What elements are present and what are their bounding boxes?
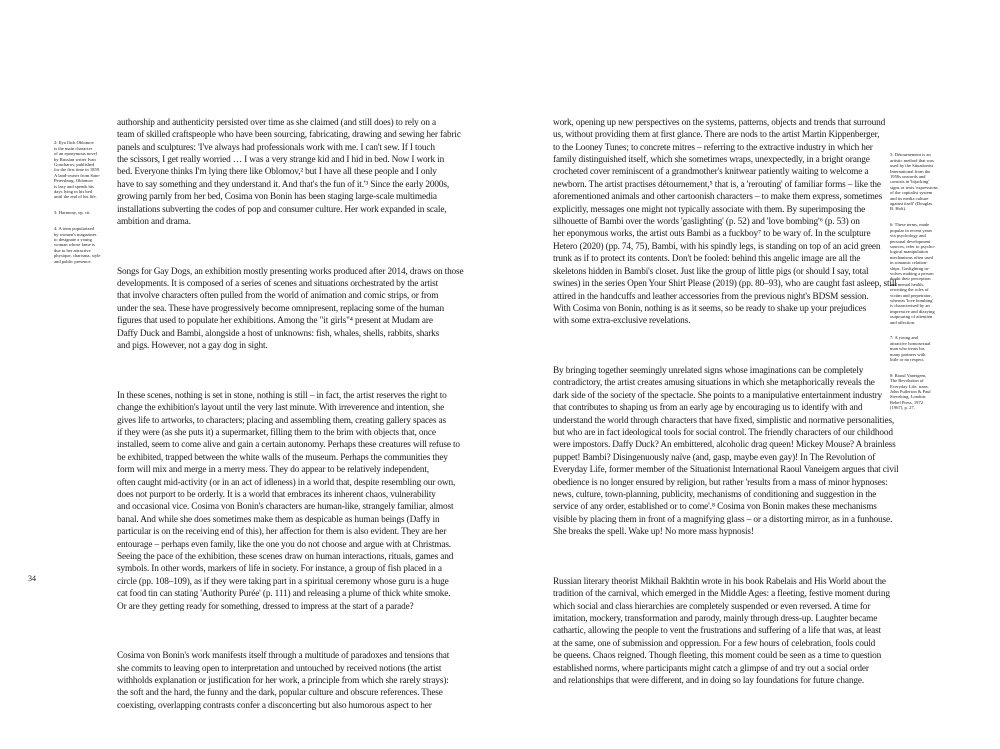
body-paragraph: authorship and authenticity persisted over time as she claimed (and still does) to rely on a team of skilled craftspeople who have been sourcing, fabricating, drawing and sewing her fabric panels and sculptures: 'I've always had professionals work with me. I can't sew. If I touch the scissors, I get really worried … I was a very strange kid and I hid in bed. Now I work in bed. Everyone thinks I'm lying there like Oblomov,² but I have all these people and I only have to say something and they understand it. And that's the fun of it.'³ Since the early 2000s, growing parnly from her bed, Cosima von Bonin has been staging large-scale multimedia installations subverting the codes of pop and consumer culture. Her work expanded in scale, ambition and drama. [117, 117, 461, 228]
body-paragraph: Russian literary theorist Mikhail Bakhtin wrote in his book Rabelais and His World about the tradition of the carnival, which emerged in the Middle Ages: a fleeting, festive moment during which social and class hierarchies are completely suspended or even reversed. A time for imitation, mockery, transformation and parody, mainly through dress-up. Laughter became cathartic, allowing the people to vent the frustrations and suffering of a life that was, at least at the same, one of submission and oppression. For a few hours of celebration, fools could be queens. Chaos reigned. Though fleeting, this moment could be seen as a time to question established norms, where participants might catch a glimpse of and try out a social order and relationships that were different, and in doing so lay foundations for future change. [553, 576, 890, 687]
body-paragraph: Cosima von Bonin's work manifests itself through a multitude of paradoxes and tensions that she commits to leaving open to interpretation and untouched by received notions (the artist withholds explanation or justification for her work, a principle from which she rarely strays): the soft and the hard, the funny and the dark, popular culture and obscure references. These coexisting, overlapping contrasts confer a disconcerting but also humorous aspect to her [117, 651, 450, 711]
left-margin-notes [54, 135, 104, 274]
footnote-2: 2: Ilya Ilich Oblomov is the main character of an eponymous novel by Russian writer Ivan Goncharov, published for the first time in 1859. A land-owner from Sain- Petersburg, Oblomov is lazy and spends his days lying in his bed until the end of his life. [54, 140, 101, 200]
page-number: 34 [28, 574, 36, 583]
right-margin-notes [890, 147, 940, 421]
body-paragraph: In these scenes, nothing is set in stone, nothing is still – in fact, the artist reserves the right to change the exhibition's layout until the very last minute. With irreverence and intention, she gives life to artworks, to characters; placing and assembling them, creating gallery spaces as if they were (as she puts it) a supermarket, filling them to the brim with objects that, once installed, seem to come alive and gain a certain autonomy. Perhaps these creatures will refuse to be exhibited, trapped between the white walls of the museum. Perhaps the communities they form will mix and merge in a merry mess. They do appear to be relatively independent, often caught mid-activity (or in an act of idleness) in a world that, despite resembling our own, does not purport to be orderly. It is a world that embraces its inherent chaos, vulnerability and occasional vice. Cosima von Bonin's characters are human-like, strangely familiar, almost banal. And while she does sometimes make them as despicable as human beings (Daffy in particular is on the receiving end of this), her affection for them is also evident. They are her entourage – perhaps even family, like the one you do not choose and argue with at Christmas. Seeing the pace of the exhibition, these scenes draw on human interactions, rituals, games and symbols. In other words, markers of life in society. For instance, a group of fish placed in a circle (pp. 108–109), as if they were taking part in a spiritual ceremony whose guru is a huge cat food tin can stating 'Authority Purée' (p. 111) and releasing a plume of thick white smoke. Or are they getting ready for something, dressed to impress at the start of a parade? [117, 390, 460, 612]
right-body-text [553, 92, 899, 725]
left-body-text [117, 92, 464, 749]
footnote-7: 7: A young and attractive homosexual man who treats his many partners with little or no respect. [890, 335, 931, 363]
footnote-8: 8: Raoul Vaneigem, The Revolution of Everyday Life, trans. John Fullerton & Paul Sieveking, London: Rebel Press, 1972 [1967], p. 27. [890, 372, 931, 411]
body-paragraph: By bringing together seemingly unrelated signs whose imaginations can be completely contradictory, the artist creates amusing situations in which she metaphorically reveals the dark side of the society of the spectacle. She points to a manipulative entertainment industry that contributes to shaping us from an early age by encouraging us to identify with and understand the world through characters that have fixed, simplistic and normative personalities, but who are in fact ideological tools for social control. The friendly characters of our childhood were impostors. Daffy Duck? An embittered, alcoholic drag queen! Mickey Mouse? A brainless puppet! Bambi? Disingenuously naïve (and, gasp, maybe even gay)! In The Revolution of Everyday Life, former member of the Situationist International Raoul Vaneigem argues that civil obedience is no longer ensured by religion, but rather 'results from a mass of minor hypnoses: news, culture, town-planning, publicity, mechanisms of conditioning and suggestion in the service of any order, established or to come'.⁸ Cosima von Bonin makes these mechanisms visible by placing them in front of a magnifying glass – or a distorting mirror, as in a funhouse. She breaks the spell. Wake up! No more mass hypnosis! [553, 365, 899, 538]
footnote-6: 6: These terms, made popular in recent years via psychology and personal development sources, refer to psycho- logical manipulation mechanisms often used in romantic relation- ships. Gaslighting in- volves making a person doubt their perception and mental health, rewriting the roles of victim and perpetrator, whereas 'love bombing' is characterised by an impressive and dizzying outpouring of attention and affection. [890, 222, 936, 325]
body-paragraph: Songs for Gay Dogs, an exhibition mostly presenting works produced after 2014, draws on those developments. It is composed of a series of scenes and situations orchestrated by the artist that involve characters often pulled from the world of animation and comic strips, or from under the sea. These have progressively become omnipresent, replacing some of the human figures that used to populate her exhibitions. Among the "it girls"⁴ present at Mudam are Daffy Duck and Bambi, alongside a host of unknowns: fish, whales, shells, rabbits, sharks and pigs. However, not a gay dog in sight. [117, 266, 464, 352]
footnote-3: 3: Harmony, op. cit. [54, 210, 91, 216]
footnote-5: 5: Détournement is an artistic method that was used by the Situationist International from the 1950s onwards and consists in 'hijacking' signs or texts 'expressions of the capitalist system and its media culture against itself' (Douglas B. Holt). [890, 152, 938, 212]
body-paragraph: work, opening up new perspectives on the systems, patterns, objects and trends that surround us, without providing them at first glance. There are nods to the artist Martin Kippenberger, to the Looney Tunes; to concrete mitres – referring to the extractive industry in which her family distinguished itself, which she sometimes wraps, unexpectedly, in a bright orange crocheted cover reminiscent of a grandmother's knitwear patiently waiting to welcome a newborn. The artist practises détournement,⁵ that is, a 'rerouting' of familiar forms – like the aforementioned animals and other cartoonish characters – to make them express, sometimes explicitly, messages one might not typically associate with them. By superimposing the silhouette of Bambi over the words 'gaslighting' (p. 52) and 'love bombing'⁶ (p. 53) on her eponymous works, the artist outs Bambi as a fuckboy⁷ to be wary of. In the sculpture Hetero (2020) (pp. 74, 75), Bambi, with his spindly legs, is standing on top of an acid green trunk as if to protect its contents. Don't be fooled: behind this angelic image are all the skeletons hidden in Bambi's closet. Just like the group of little pigs (or should I say, total swines) in the series Open Your Shirt Please (2019) (pp. 80–93), who are caught fast asleep, still attired in the handcuffs and leather accessories from the previous night's BDSM session. With Cosima von Bonin, nothing is as it seems, so be ready to shake up your prejudices with some extra-exclusive revelations. [553, 117, 897, 327]
footnote-4: 4: A term popularized by women's magazines to designate a young woman whose fame is due to her attractive physique, charisma, style and public presence. [54, 226, 101, 264]
